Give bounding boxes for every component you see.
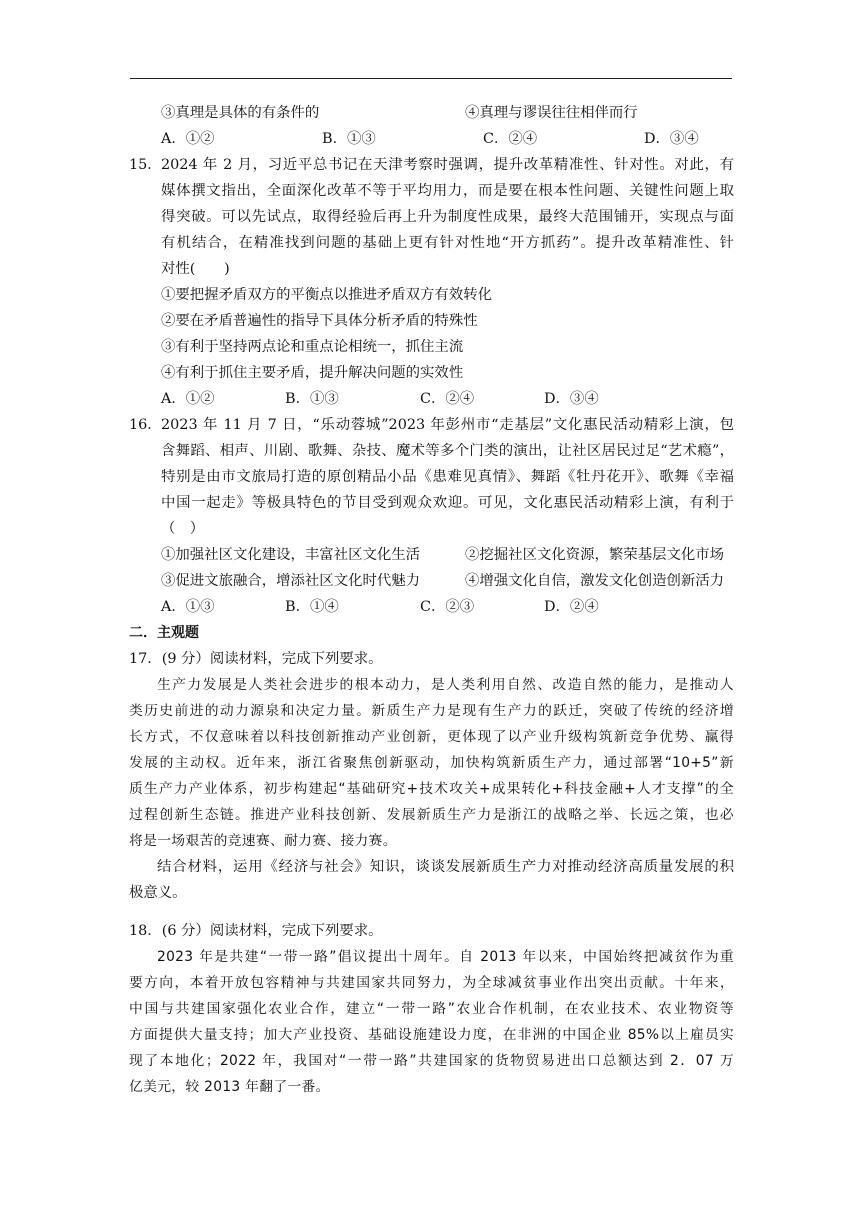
q16-stem xyxy=(161,412,734,542)
q14-options xyxy=(129,126,734,152)
q15-line: 对性( ) xyxy=(161,261,230,277)
q17-material-line: 质生产力产业体系，初步构建起“基础研究+技术攻关+成果转化+科技金融+人才支撑”的全 xyxy=(129,781,734,797)
q15-line: 2024 年 2 月，习近平总书记在天津考察时强调，提升改革精准性、针对性。对此，有 xyxy=(161,157,734,173)
q16-options xyxy=(129,594,734,620)
q15-statement-3: ③有利于坚持两点论和重点论相统一，抓住主流 xyxy=(161,339,464,355)
q17-material-line: 将是一场艰苦的竞速赛、耐力赛、接力赛。 xyxy=(129,833,397,849)
q17-material-line: 长方式，不仅意味着以科技创新推动产业创新，更体现了以产业升级构筑新竞争优势、赢得 xyxy=(129,729,734,745)
q18-material-line: 中国与共建国家强化农业合作，建立“一带一路”农业合作机制，在农业技术、农业物资等 xyxy=(129,1001,734,1017)
q16-line: 中国一起走》等极具特色的节目受到观众欢迎。可见，文化惠民活动精彩上演，有利于 xyxy=(161,495,734,511)
q17-prompt: 17．(9 分）阅读材料，完成下列要求。 xyxy=(129,651,383,667)
q14-option-d[interactable]: D．③④ xyxy=(644,131,699,147)
q16-statements-row-2 xyxy=(129,568,734,594)
q17-material-line: 发展的主动权。近年来，浙江省聚焦创新驱动，加快构筑新质生产力，通过部署“10+5”新 xyxy=(129,755,734,771)
q16-statement-3: ③促进文旅融合，增添社区文化时代魅力 xyxy=(161,573,421,589)
q14-statement-3: ③真理是具体的有条件的 xyxy=(161,105,320,121)
section-heading: 二．主观题 xyxy=(129,625,199,641)
q16-option-d[interactable]: D．②④ xyxy=(544,599,599,615)
q15-statement-1: ①要把握矛盾双方的平衡点以推进矛盾双方有效转化 xyxy=(161,287,492,303)
q16-statement-4: ④增强文化自信，激发文化创造创新活力 xyxy=(465,573,725,589)
q15-statement-4: ④有利于抓住主要矛盾，提升解决问题的实效性 xyxy=(161,365,464,381)
q15-statement-2: ②要在矛盾普遍性的指导下具体分析矛盾的特殊性 xyxy=(161,313,478,329)
question-15 xyxy=(129,152,734,282)
question-16 xyxy=(129,412,734,542)
q14-option-c[interactable]: C．②④ xyxy=(483,131,538,147)
q15-stem xyxy=(161,152,734,282)
q17-material-line: 生产力发展是人类社会进步的根本动力，是人类利用自然、改造自然的能力，是推动人 xyxy=(157,677,734,693)
q14-statement-4: ④真理与谬误往往相伴而行 xyxy=(465,105,638,121)
q16-option-b[interactable]: B．①④ xyxy=(285,599,339,615)
q14-option-a[interactable]: A．①② xyxy=(161,131,215,147)
q16-statements-row-1 xyxy=(129,542,734,568)
q18-material-line: 要方向，本着开放包容精神与共建国家共同努力，为全球减贫事业作出突出贡献。十年来， xyxy=(129,975,734,991)
q15-option-d[interactable]: D．③④ xyxy=(544,391,599,407)
q16-option-a[interactable]: A．①③ xyxy=(161,599,215,615)
q18-prompt: 18．(6 分）阅读材料，完成下列要求。 xyxy=(129,923,383,939)
q16-option-c[interactable]: C．②③ xyxy=(420,599,475,615)
q15-line: 有机结合，在精准找到问题的基础上更有针对性地“开方抓药”。提升改革精准性、针 xyxy=(161,235,734,251)
q17-task-line: 结合材料，运用《经济与社会》知识，谈谈发展新质生产力对推动经济高质量发展的积 xyxy=(157,859,734,875)
page-content xyxy=(129,100,734,1100)
q18-material-line: 2023 年是共建“一带一路”倡议提出十周年。自 2013 年以来，中国始终把减贫作为重 xyxy=(157,949,734,965)
q18-material-line: 现了本地化；2022 年，我国对“一带一路”共建国家的货物贸易进出口总额达到 2．07 万 xyxy=(129,1053,734,1069)
q18-material xyxy=(129,944,734,1100)
q15-number: 15． xyxy=(129,157,162,173)
q17-material-line: 过程创新生态链。推进产业科技创新、发展新质生产力是浙江的战略之举、长远之策，也必 xyxy=(129,807,734,823)
q16-line: 特别是由市文旅局打造的原创精品小品《患难见真情》、舞蹈《牡丹花开》、歌舞《幸福 xyxy=(161,469,734,485)
q17-material xyxy=(129,672,734,854)
q18-material-line: 亿美元，较 2013 年翻了一番。 xyxy=(129,1079,330,1095)
q14-option-b[interactable]: B．①③ xyxy=(322,131,376,147)
q16-number: 16． xyxy=(129,417,162,433)
q17-material-line: 类历史前进的动力源泉和决定力量。新质生产力是现有生产力的跃迁，突破了传统的经济增 xyxy=(129,703,734,719)
q17-task-line: 极意义。 xyxy=(129,885,187,901)
q15-option-b[interactable]: B．①③ xyxy=(285,391,339,407)
q16-line: （ ） xyxy=(161,521,205,537)
q15-option-c[interactable]: C．②④ xyxy=(420,391,475,407)
q16-line: 含舞蹈、相声、川剧、歌舞、杂技、魔术等多个门类的演出，让社区居民过足“艺术瘾”， xyxy=(161,443,734,459)
q16-statement-1: ①加强社区文化建设，丰富社区文化生活 xyxy=(161,547,421,563)
q15-line: 得突破。可以先试点，取得经验后再上升为制度性成果，最终大范围铺开，实现点与面 xyxy=(161,209,734,225)
q15-line: 媒体撰文指出，全面深化改革不等于平均用力，而是要在根本性问题、关键性问题上取 xyxy=(161,183,734,199)
q16-statement-2: ②挖掘社区文化资源，繁荣基层文化市场 xyxy=(465,547,725,563)
spacer xyxy=(129,906,734,918)
q15-options xyxy=(129,386,734,412)
header-rule xyxy=(130,78,732,79)
q15-option-a[interactable]: A．①② xyxy=(161,391,215,407)
q18-material-line: 方面提供大量支持；加大产业投资、基础设施建设力度，在非洲的中国企业 85%以上雇员实 xyxy=(129,1027,734,1043)
q14-statements-row xyxy=(129,100,734,126)
q16-line: 2023 年 11 月 7 日，“乐动蓉城”2023 年彭州市“走基层”文化惠民活动精彩上演，包 xyxy=(161,417,734,433)
q17-task xyxy=(129,854,734,906)
